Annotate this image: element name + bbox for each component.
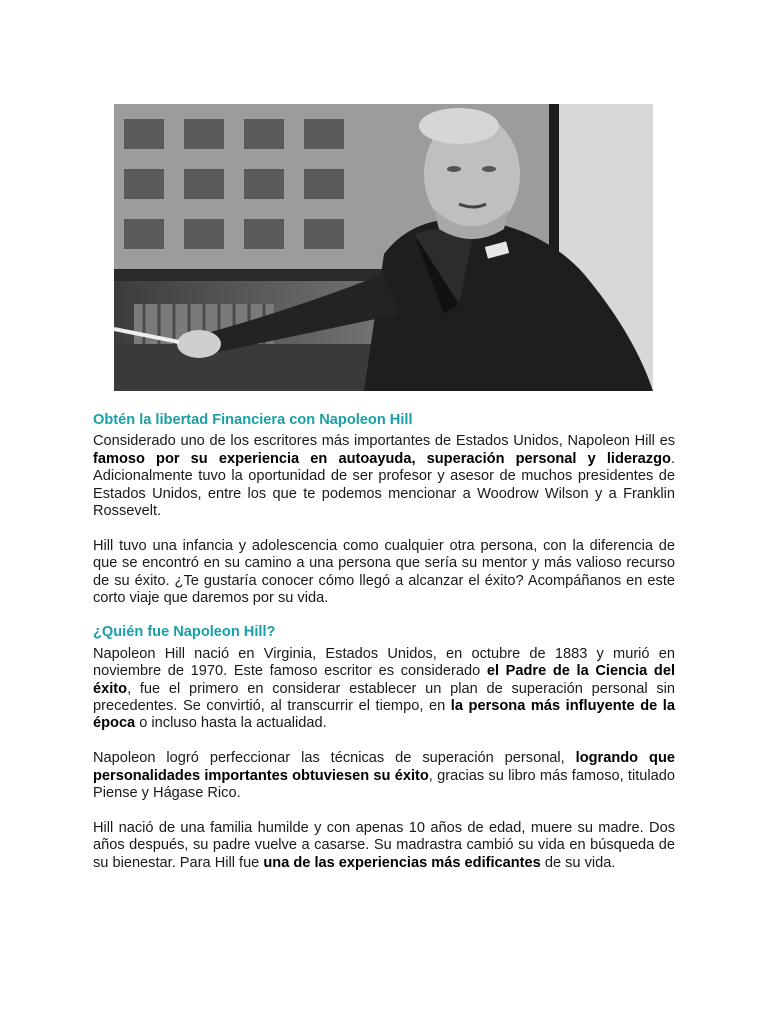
portrait-photo: [114, 104, 653, 391]
paragraph-biography: Napoleon Hill nació en Virginia, Estados Unidos, en octubre de 1883 y murió en noviembre de 1970. Este famoso escritor es considerado el Padre de la Ciencia del éxito, fue el primero en considerar establecer un plan de superación personal sin precedentes. Se convirtió, al transcurrir el tiempo, en la persona más influyente de la época o incluso hasta la actualidad.: [93, 645, 675, 732]
paragraph-childhood: Hill tuvo una infancia y adolescencia como cualquier otra persona, con la diferencia de que se encontró en su camino a una persona que sería su mentor y más valioso recurso de su éxito. ¿Te gustaría conocer cómo llegó a alcanzar el éxito? Acompáñanos en este corto viaje que daremos por su vida.: [93, 537, 675, 607]
article-body: [93, 412, 675, 872]
paragraph-techniques: Napoleon logró perfeccionar las técnicas de superación personal, logrando que personalidades importantes obtuviesen su éxito, gracias su libro más famoso, titulado Piense y Hágase Rico.: [93, 750, 675, 802]
heading-financial-freedom: Obtén la libertad Financiera con Napoleon Hill: [93, 412, 413, 428]
paragraph-intro: Considerado uno de los escritores más importantes de Estados Unidos, Napoleon Hill es famoso por su experiencia en autoayuda, superación personal y liderazgo. Adicionalmente tuvo la oportunidad de ser profesor y asesor de muchos presidentes de Estados Unidos, entre los que te podemos mencionar a Woodrow Wilson y a Franklin Rossevelt.: [93, 433, 675, 520]
heading-who-was: ¿Quién fue Napoleon Hill?: [93, 624, 276, 641]
paragraph-family: Hill nació de una familia humilde y con apenas 10 años de edad, muere su madre. Dos años después, su padre vuelve a casarse. Su madrastra cambió su vida en búsqueda de su bienestar. Para Hill fue una de las experiencias más edificantes de su vida.: [93, 819, 675, 871]
